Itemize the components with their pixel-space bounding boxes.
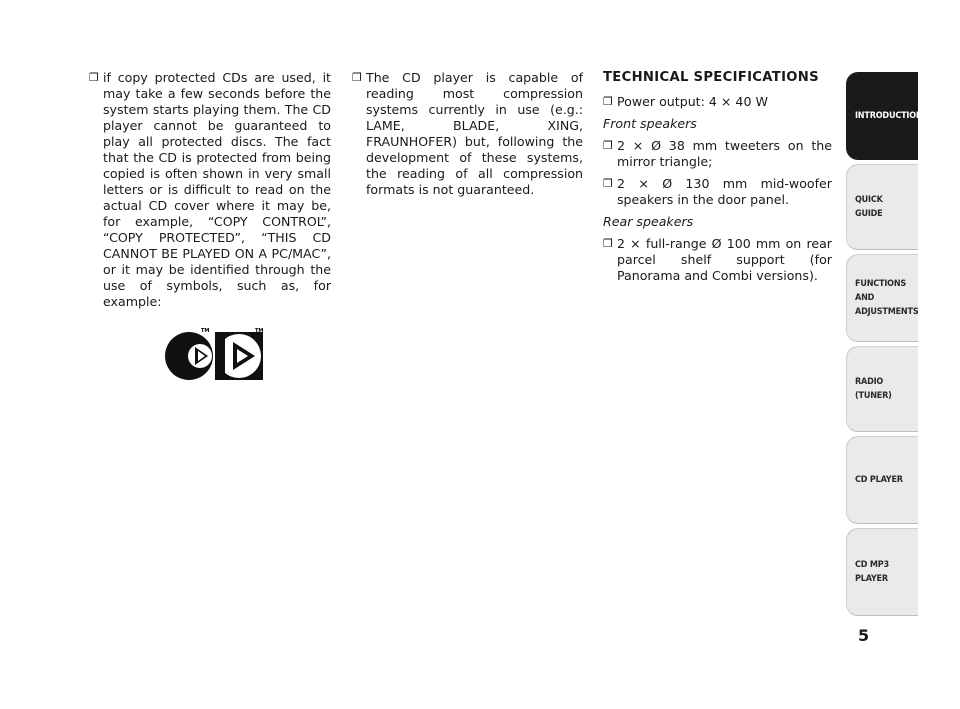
tab-label: CD PLAYER — [855, 475, 903, 485]
front-speakers-label: Front speakers — [603, 116, 697, 131]
section-heading: TECHNICAL SPECIFICATIONS — [603, 70, 819, 85]
page-number: 5 — [858, 626, 870, 645]
bullet-box-icon: ❒ — [603, 139, 613, 152]
column-left — [89, 70, 331, 316]
bullet-compression — [352, 70, 583, 198]
column-right — [603, 70, 832, 290]
tab-label: RADIO (TUNER) — [855, 377, 892, 401]
tab-label: CD MP3 PLAYER — [855, 560, 889, 584]
bullet-text: The CD player is capable of reading most compression systems currently in use (e.g.: LAME, BLADE, XING, FRAUNHOFER) but, following the development of these systems, the reading of all compression formats is not guaranteed. — [366, 70, 583, 197]
trademark-right: TM — [255, 328, 264, 334]
bullet-text: 2 × Ø 38 mm tweeters on the mirror triangle; — [617, 138, 832, 169]
tab-label: FUNCTIONS AND ADJUSTMENTS — [855, 279, 919, 317]
column-middle — [352, 70, 583, 204]
bullet-rear-fullrange — [603, 236, 832, 284]
tab-quick-guide[interactable] — [846, 164, 918, 250]
bullet-box-icon: ❒ — [603, 177, 613, 190]
trademark-left: TM — [201, 328, 210, 334]
tab-cd-mp3-player[interactable] — [846, 528, 918, 616]
tab-introduction[interactable] — [846, 72, 923, 160]
tab-functions-adjustments[interactable] — [846, 254, 918, 342]
tab-label: INTRODUCTION — [855, 111, 923, 121]
bullet-box-icon: ❒ — [603, 237, 613, 250]
bullet-text: Power output: 4 × 40 W — [617, 94, 768, 109]
copy-protection-symbols — [163, 326, 267, 382]
bullet-box-icon: ❒ — [89, 71, 99, 84]
bullet-front-tweeters — [603, 138, 832, 170]
bullet-power — [603, 94, 832, 110]
tab-radio-tuner[interactable] — [846, 346, 918, 432]
rear-speakers-label: Rear speakers — [603, 214, 694, 229]
bullet-text: 2 × Ø 130 mm mid-woofer speakers in the door panel. — [617, 176, 832, 207]
bullet-text: 2 × full-range Ø 100 mm on rear parcel shelf support (for Panorama and Combi versions). — [617, 236, 832, 283]
tab-label: QUICK GUIDE — [855, 195, 883, 219]
bullet-box-icon: ❒ — [352, 71, 362, 84]
tab-cd-player[interactable] — [846, 436, 918, 524]
bullet-front-woofers — [603, 176, 832, 208]
bullet-box-icon: ❒ — [603, 95, 613, 108]
cd-symbol-right-icon — [215, 332, 263, 380]
bullet-copy-protected — [89, 70, 331, 310]
cd-symbol-left-icon — [165, 332, 213, 380]
bullet-text: if copy protected CDs are used, it may take a few seconds before the system starts playing them. The CD player cannot be guaranteed to play all protected discs. The fact that the CD is protected from being copied is often shown in very small letters or is difficult to read on the actual CD cover where it may be, for example, “COPY CONTROL”, “COPY PROTECTED”, “THIS CD CANNOT BE PLAYED ON A PC/MAC”, or it may be identified through the use of symbols, such as, for example: — [103, 70, 331, 309]
